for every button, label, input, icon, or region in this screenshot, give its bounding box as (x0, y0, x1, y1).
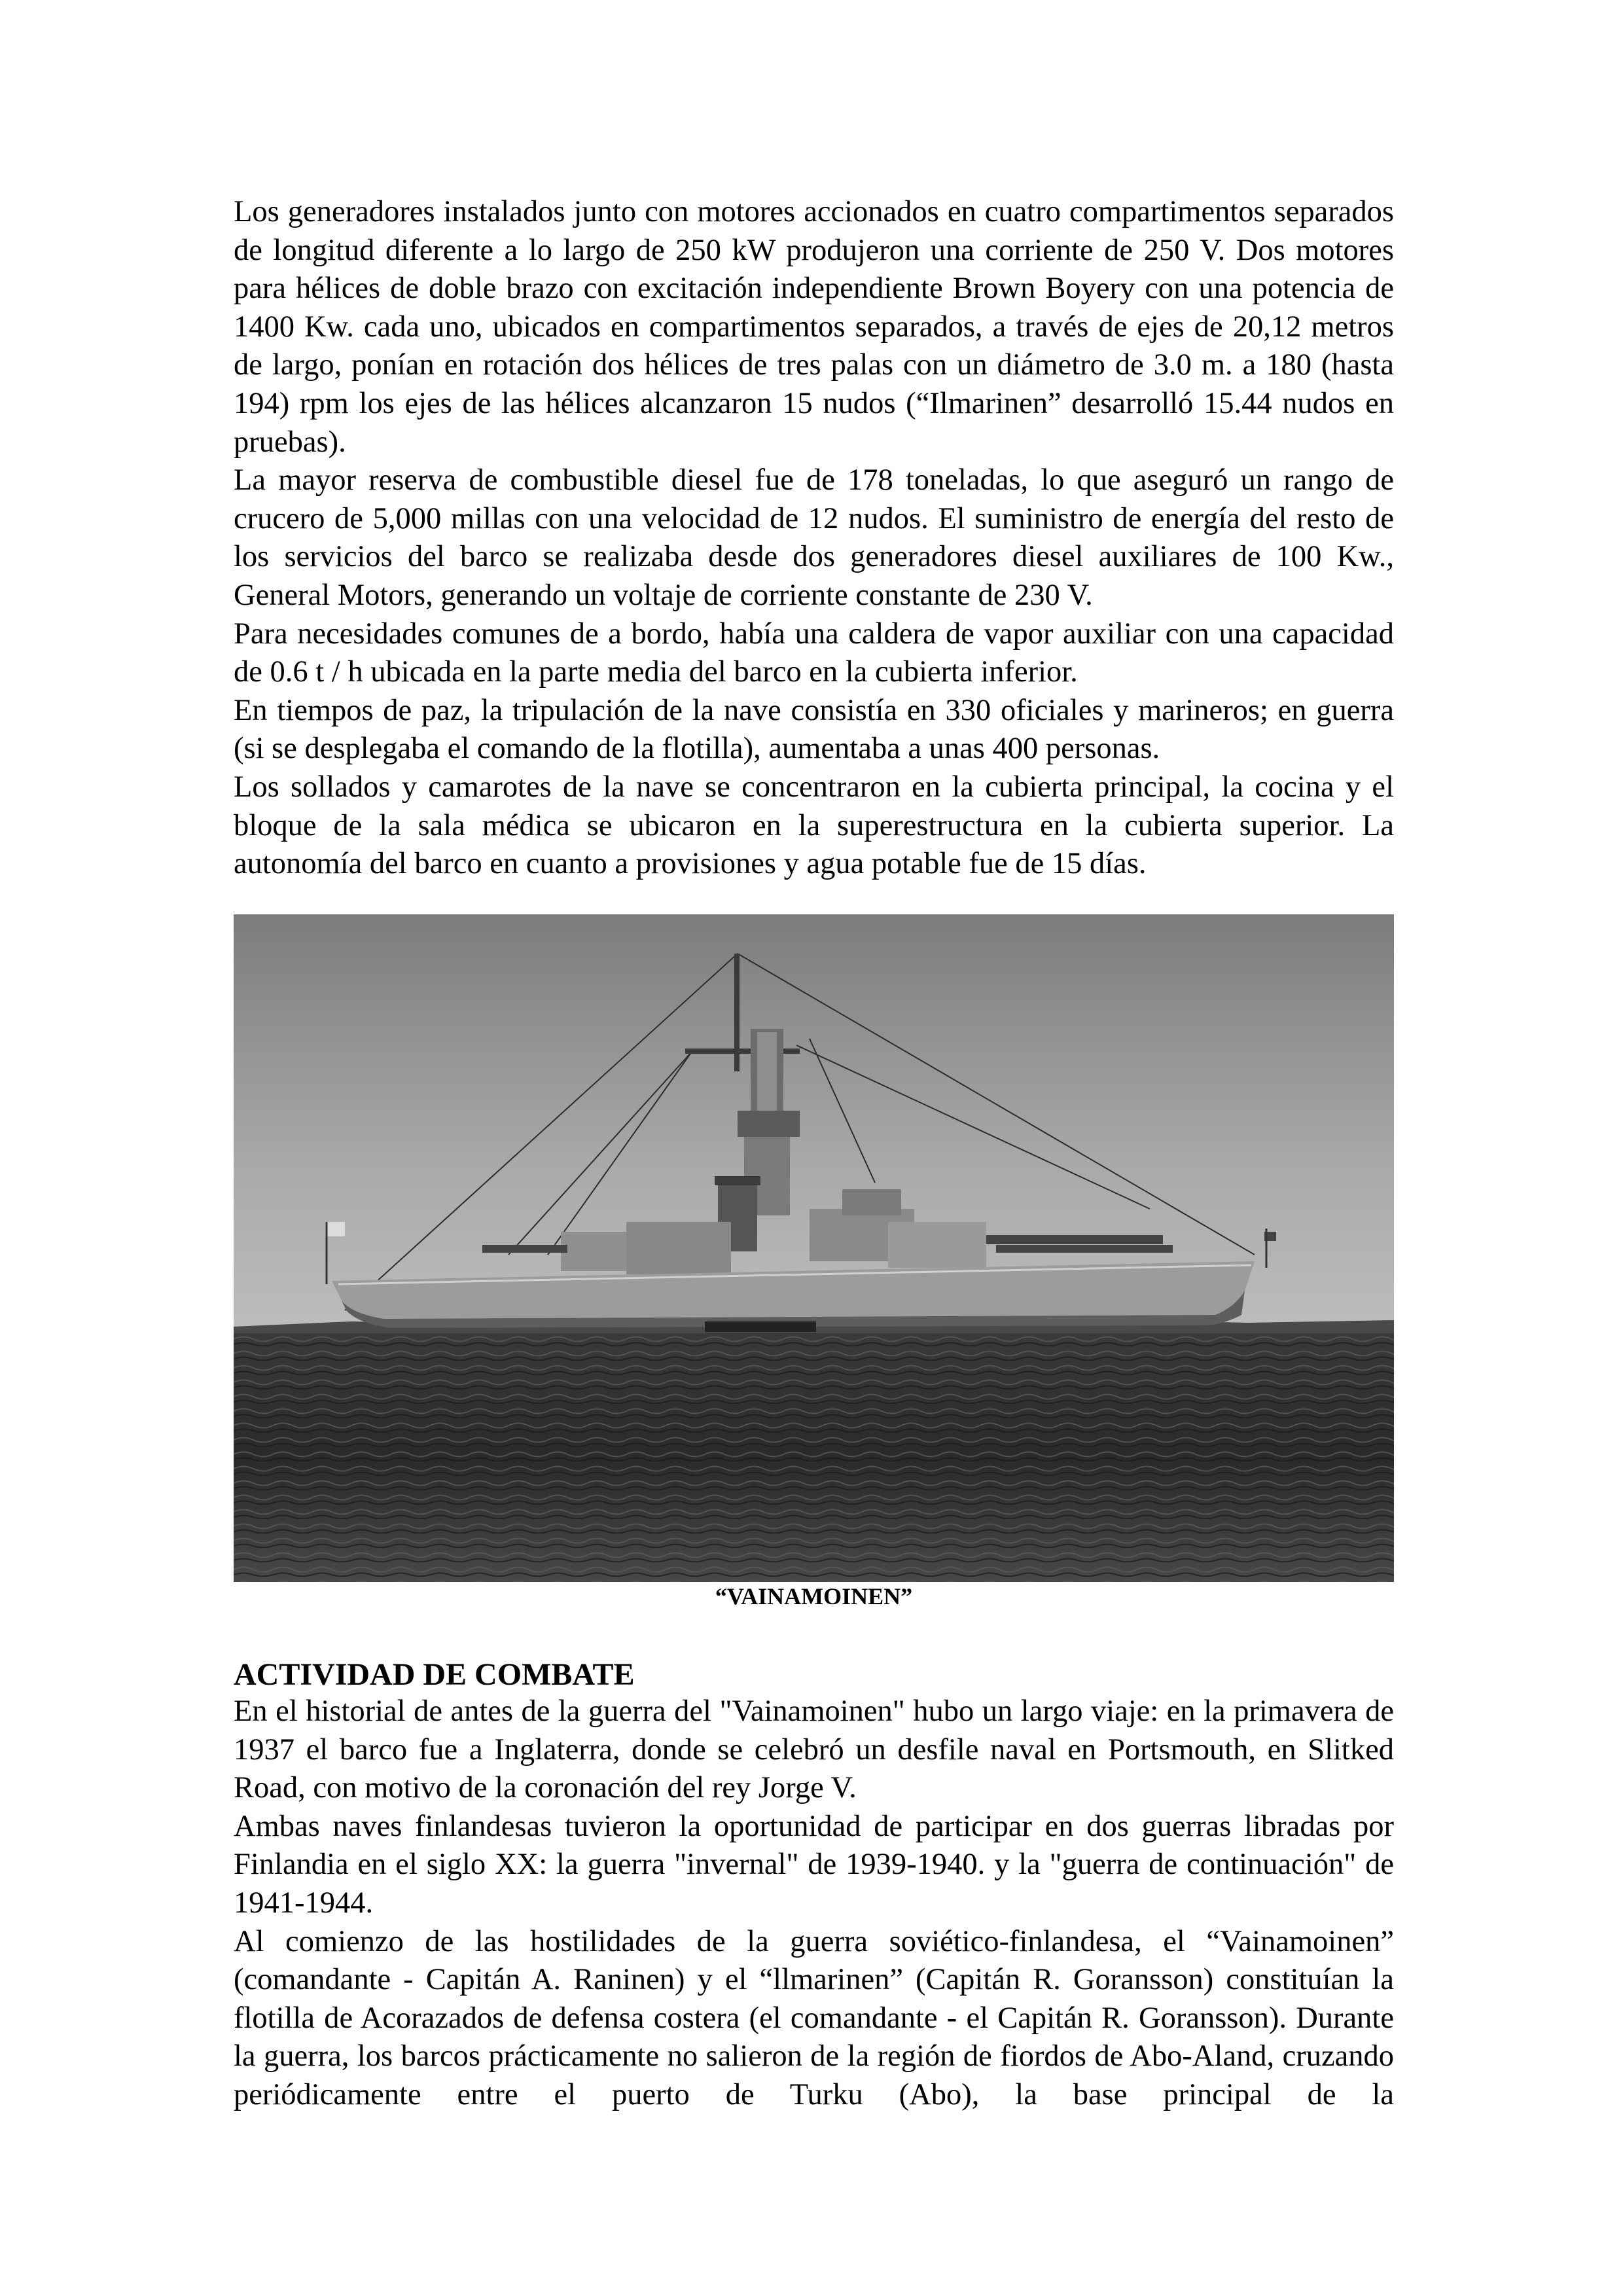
body-text-section-2 (234, 1693, 1394, 2115)
ship-photograph (234, 914, 1394, 1582)
paragraph: Ambas naves finlandesas tuvieron la oportunidad de participar en dos guerras libradas por Finlandia en el siglo XX: la guerra "invernal" de 1939-1940. y la "guerra de continuación" de 1941-1944. (234, 1809, 1394, 1920)
paragraph: La mayor reserva de combustible diesel fue de 178 toneladas, lo que aseguró un rango de crucero de 5,000 millas con una velocidad de 12 nudos. El suministro de energía del resto de los servicios del barco se realizaba desde dos generadores diesel auxiliares de 100 Kw., General Motors, generando un voltaje de corriente constante de 230 V. (234, 463, 1394, 612)
paragraph: En tiempos de paz, la tripulación de la nave consistía en 330 oficiales y marineros; en guerra (si se desplegaba el comando de la flotilla), aumentaba a unas 400 personas. (234, 693, 1394, 766)
body-text-section-1 (234, 193, 1394, 884)
paragraph: Los generadores instalados junto con motores accionados en cuatro compartimentos separados de longitud diferente a lo largo de 250 kW produjeron una corriente de 250 V. Dos motores para hélices de doble brazo con excitación independiente Brown Boyery con una potencia de 1400 Kw. cada uno, ubicados en compartimentos separados, a través de ejes de 20,12 metros de largo, ponían en rotación dos hélices de tres palas con un diámetro de 3.0 m. a 180 (hasta 194) rpm los ejes de las hélices alcanzaron 15 nudos (“Ilmarinen” desarrolló 15.44 nudos en pruebas). (234, 195, 1394, 459)
paragraph: Al comienzo de las hostilidades de la guerra soviético-finlandesa, el “Vainamoinen” (comandante - Capitán A. Raninen) y el “llmarinen” (Capitán R. Goransson) constituían la flotilla de Acorazados de defensa costera (el comandante - el Capitán R. Goransson). Durante la guerra, los barcos prácticamente no salieron de la región de fiordos de Abo-Aland, cruzando periódicamente entre el puerto de Turku (Abo), la base principal de la (234, 1924, 1394, 2111)
paragraph: Los sollados y camarotes de la nave se concentraron en la cubierta principal, la cocina y el bloque de la sala médica se ubicaron en la superestructura en la cubierta superior. La autonomía del barco en cuanto a provisiones y agua potable fue de 15 días. (234, 770, 1394, 881)
section-heading: ACTIVIDAD DE COMBATE (234, 1657, 635, 1692)
paragraph: En el historial de antes de la guerra del "Vainamoinen" hubo un largo viaje: en la primavera de 1937 el barco fue a Inglaterra, donde se celebró un desfile naval en Portsmouth, en Slitked Road, con motivo de la coronación del rey Jorge V. (234, 1695, 1394, 1805)
figure-caption: “VAINAMOINEN” (715, 1583, 913, 1609)
paragraph: Para necesidades comunes de a bordo, había una caldera de vapor auxiliar con una capacidad de 0.6 t / h ubicada en la parte media del barco en la cubierta inferior. (234, 617, 1394, 689)
